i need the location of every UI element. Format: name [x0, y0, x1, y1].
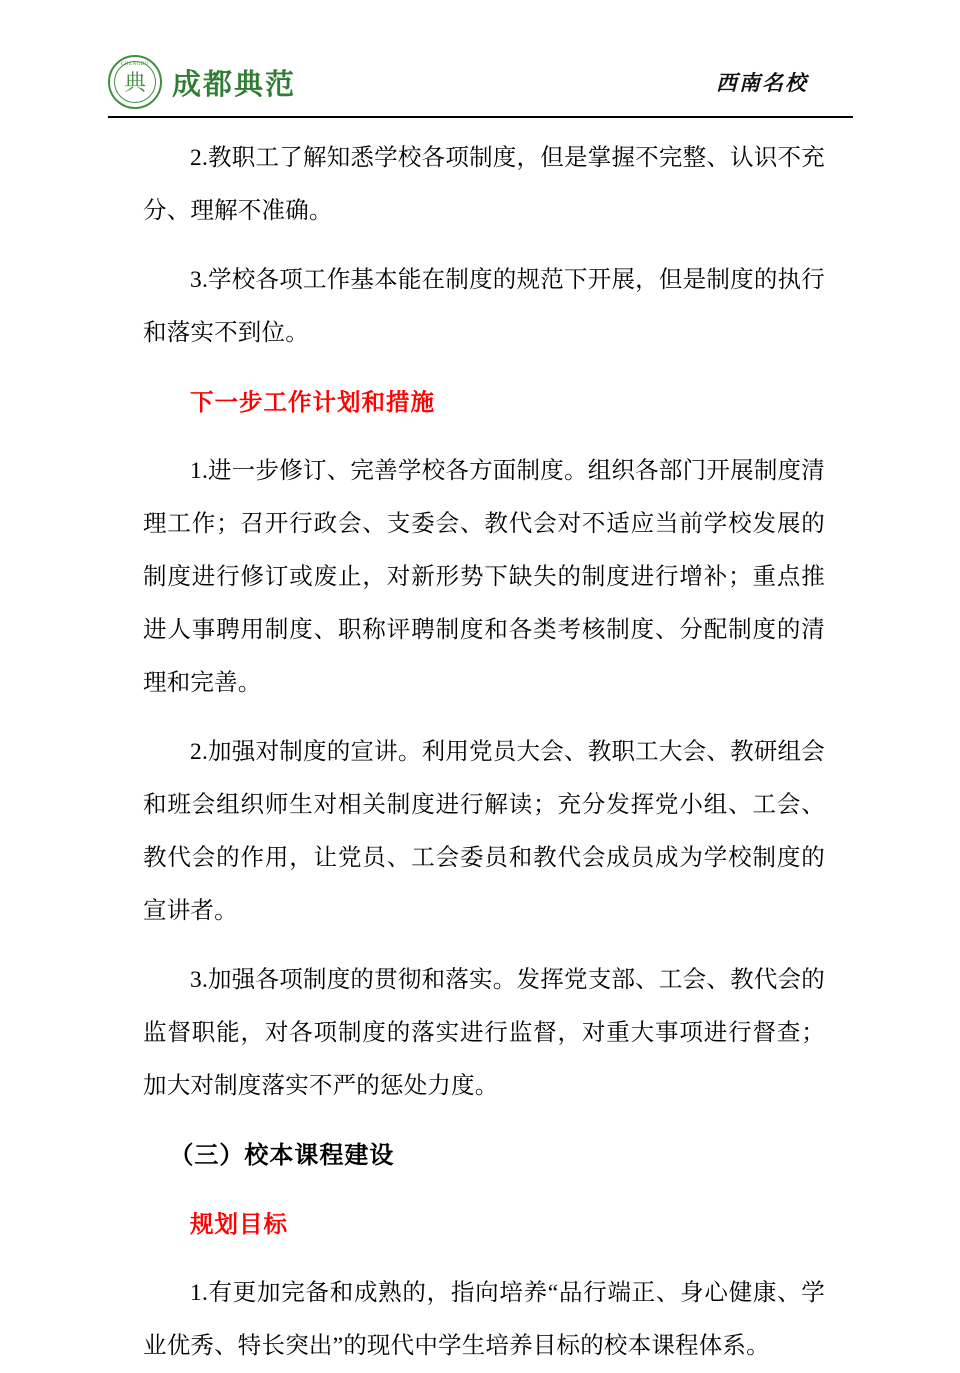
- school-seal-icon: [108, 55, 162, 109]
- spacer: [143, 360, 825, 376]
- spacer: [143, 938, 825, 954]
- paragraph-item-2: 2.教职工了解知悉学校各项制度，但是掌握不完整、认识不充分、理解不准确。: [143, 145, 825, 224]
- spacer: [143, 710, 825, 726]
- header-right-label: 西南名校: [716, 71, 808, 95]
- paragraph-goal-1: 1.有更加完备和成熟的，指向培养“品行端正、身心健康、学业优秀、特长突出”的现代中学生培养目标的校本课程体系。: [143, 1280, 825, 1359]
- heading-section-three: （三）校本课程建设: [169, 1142, 395, 1169]
- brand: [108, 55, 296, 109]
- spacer: [143, 1182, 825, 1198]
- spacer: [143, 1251, 825, 1267]
- brand-name: 成都典范: [172, 68, 297, 101]
- spacer: [143, 429, 825, 445]
- paragraph-plan-1: 1.进一步修订、完善学校各方面制度。组织各部门开展制度清理工作；召开行政会、支委会、教代会对不适应当前学校发展的制度进行修订或废止，对新形势下缺失的制度进行增补；重点推进人事聘用制度、职称评聘制度和各类考核制度、分配制度的清理和完善。: [143, 458, 825, 696]
- seal-glyph: 典: [123, 70, 146, 95]
- paragraph-item-3: 3.学校各项工作基本能在制度的规范下开展，但是制度的执行和落实不到位。: [143, 267, 825, 346]
- heading-next-step-plan: 下一步工作计划和措施: [190, 389, 435, 415]
- heading-planning-goal: 规划目标: [190, 1211, 288, 1237]
- paragraph-plan-2: 2.加强对制度的宣讲。利用党员大会、教职工大会、教研组会和班会组织师生对相关制度进行解读；充分发挥党小组、工会、教代会的作用，让党员、工会委员和教代会成员成为学校制度的宣讲者。: [143, 739, 825, 924]
- seal-arc-text: CHENGDU: [121, 62, 149, 67]
- spacer: [143, 238, 825, 254]
- page-header: [108, 48, 853, 118]
- paragraph-plan-3: 3.加强各项制度的贯彻和落实。发挥党支部、工会、教代会的监督职能，对各项制度的落实进行监督，对重大事项进行督查；加大对制度落实不严的惩处力度。: [143, 967, 825, 1099]
- spacer: [143, 1113, 825, 1129]
- document-body: [143, 132, 825, 1373]
